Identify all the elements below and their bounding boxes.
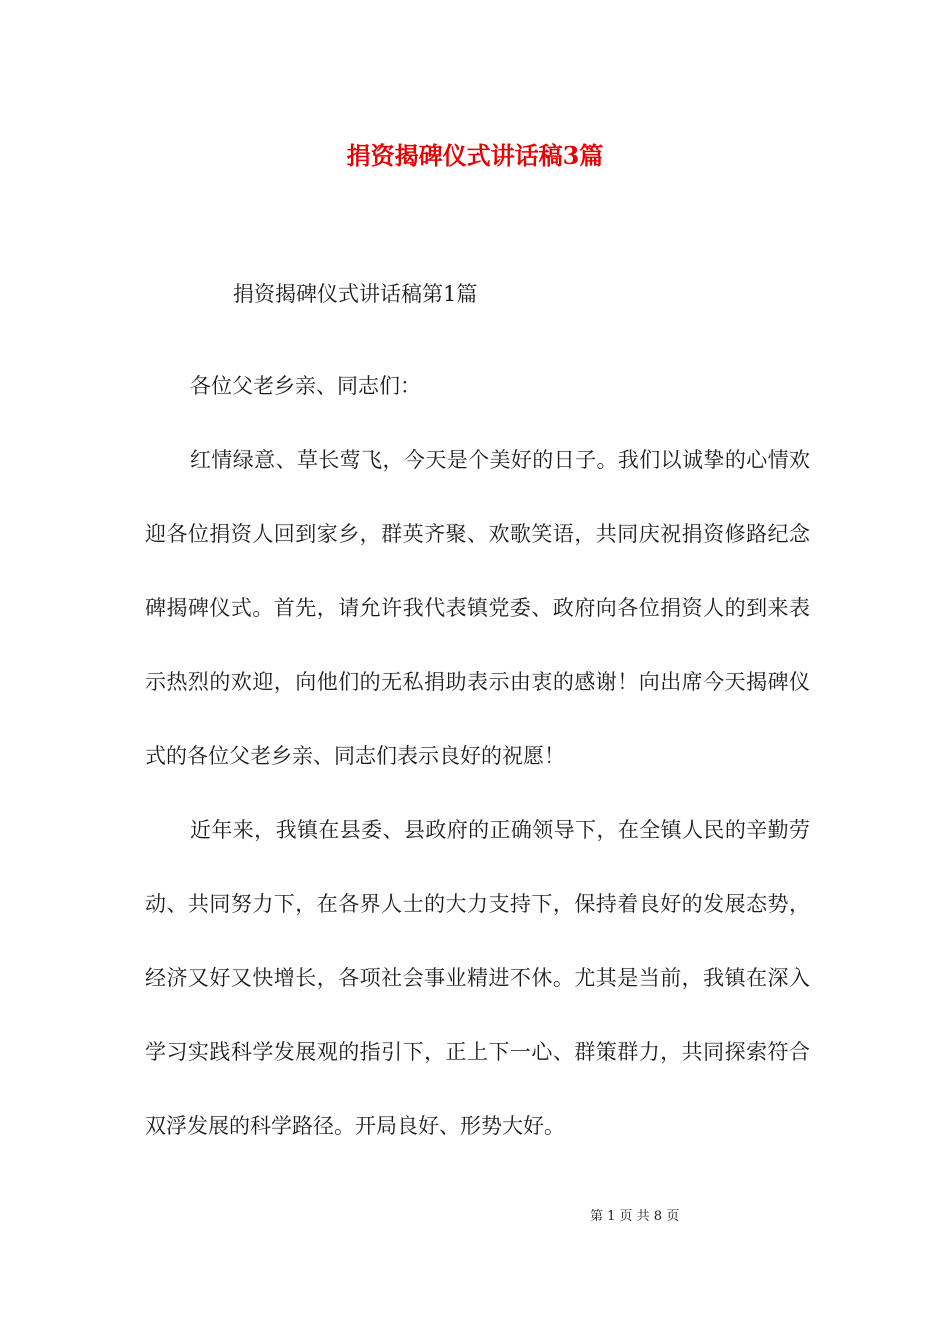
paragraph: 近年来，我镇在县委、县政府的正确领导下，在全镇人民的辛勤劳动、共同努力下，在各界人士的大力支持下，保持着良好的发展态势，经济又好又快增长，各项社会事业精进不休。尤其是当前，我镇在深入学习实践科学发展观的指引下，正上下一心、群策群力，共同探索符合双浮发展的科学路径。开局良好、形势大好。 [145, 818, 810, 1138]
page-footer: 第 1 页 共 8 页 [590, 1209, 680, 1224]
document-title: 捐资揭碑仪式讲话稿3篇 [346, 141, 604, 170]
salutation: 各位父老乡亲、同志们： [190, 374, 421, 398]
paragraph: 红情绿意、草长莺飞，今天是个美好的日子。我们以诚挚的心情欢迎各位捐资人回到家乡，群英齐聚、欢歌笑语，共同庆祝捐资修路纪念碑揭碑仪式。首先，请允许我代表镇党委、政府向各位捐资人的到来表示热烈的欢迎，向他们的无私捐助表示由衷的感谢！向出席今天揭碑仪式的各位父老乡亲、同志们表示良好的祝愿！ [145, 448, 810, 768]
document-body [145, 349, 810, 1163]
section-heading: 捐资揭碑仪式讲话稿第1篇 [233, 282, 478, 306]
